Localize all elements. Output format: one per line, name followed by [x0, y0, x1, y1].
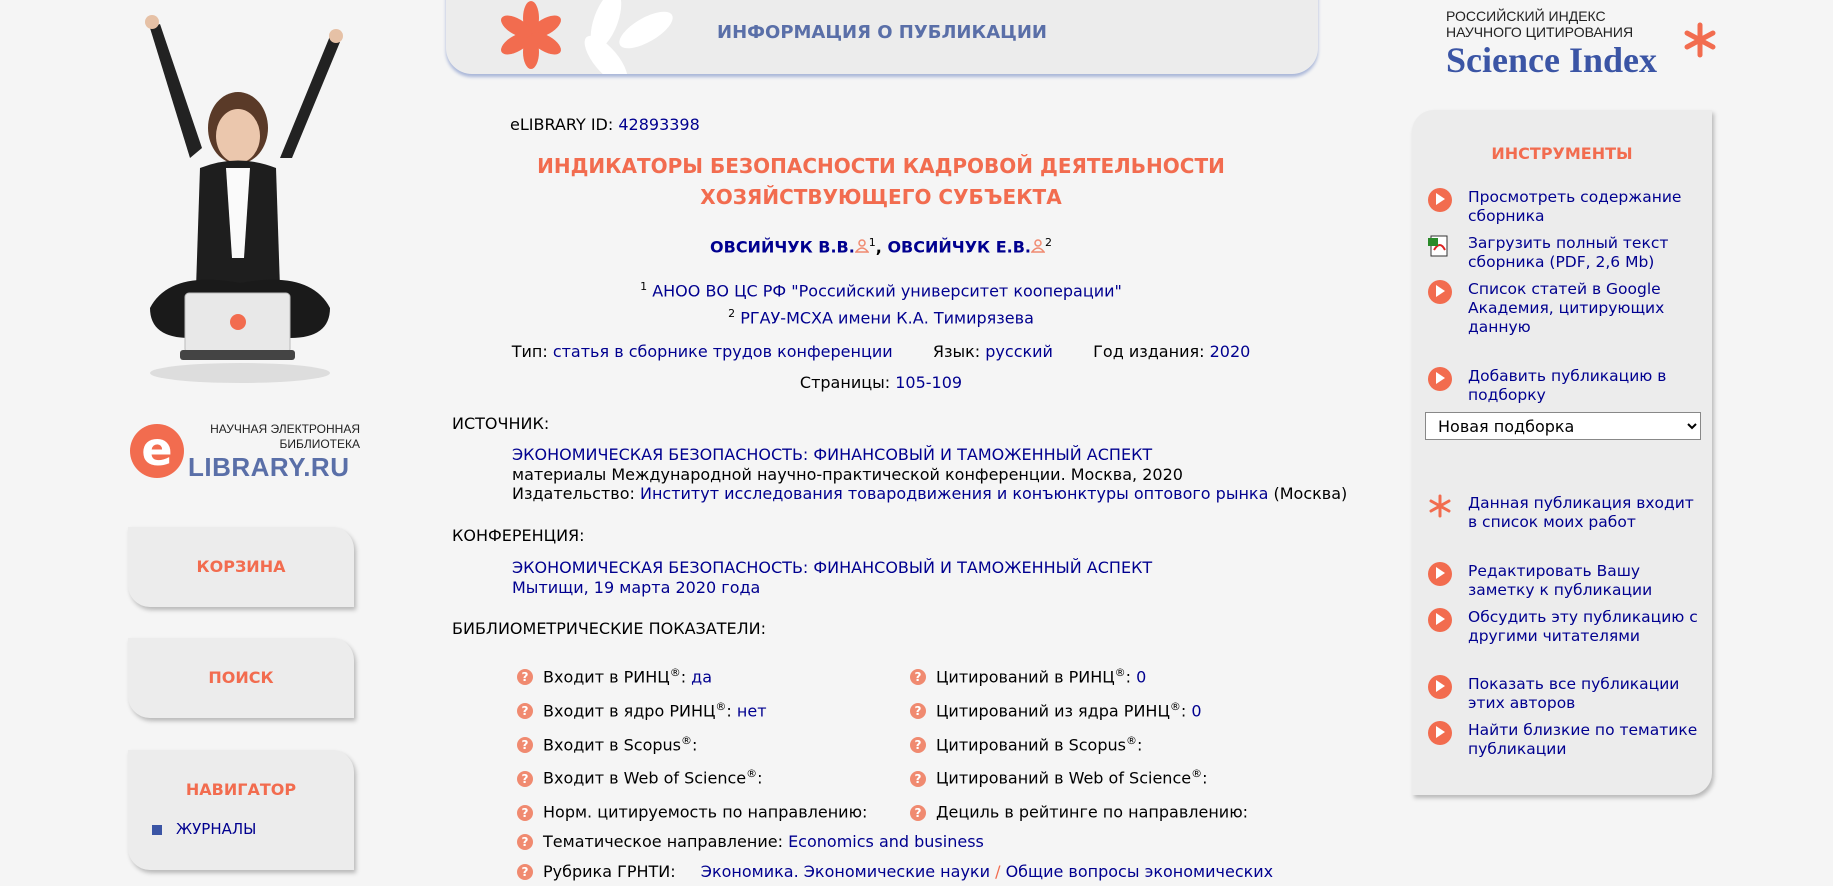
left-column — [0, 0, 370, 842]
biblio-label: Входит в Web of Science — [543, 768, 747, 788]
elibrary-logo-line2: БИБЛИОТЕКА — [279, 437, 360, 451]
elibrary-id-value: 42893398 — [618, 115, 700, 134]
pages-label: Страницы: — [799, 373, 891, 392]
biblio-row — [910, 692, 1248, 726]
elibrary-logo-text — [178, 422, 360, 452]
grnti-separator: / — [995, 861, 1001, 881]
source-title-link[interactable]: ЭКОНОМИЧЕСКАЯ БЕЗОПАСНОСТЬ: ФИНАНСОВЫЙ И ТАМОЖЕННЫЙ АСПЕКТ — [512, 445, 1153, 464]
help-icon[interactable]: ? — [910, 703, 926, 719]
biblio-label: Цитирований в РИНЦ — [936, 667, 1115, 687]
pages-value: 105-109 — [895, 373, 963, 392]
cart-button[interactable]: КОРЗИНА — [128, 527, 354, 607]
authors: ОВСИЙЧУК В.В. $^1$, ОВСИЙЧУК Е.В. $^2$ — [710, 236, 1052, 257]
biblio-label: Входит в ядро РИНЦ — [543, 701, 716, 721]
grnti-label: Рубрика ГРНТИ: — [543, 861, 676, 881]
conference-title-link[interactable]: ЭКОНОМИЧЕСКАЯ БЕЗОПАСНОСТЬ: ФИНАНСОВЫЙ И ТАМОЖЕННЫЙ АСПЕКТ — [512, 558, 1153, 577]
affiliation-link[interactable]: РГАУ-МСХА имени К.А. Тимирязева — [740, 308, 1034, 328]
registered-mark: ® — [1125, 733, 1137, 747]
conference-place-date: Мытищи, 19 марта 2020 года — [512, 577, 761, 597]
source-description: материалы Международной научно-практической конференции. Москва, 2020 — [512, 464, 1183, 484]
registered-mark: ® — [1191, 767, 1203, 781]
author-link[interactable]: ОВСИЙЧУК В.В. — [710, 237, 855, 257]
elibrary-e-letter: e — [130, 424, 184, 478]
registered-mark: ® — [1114, 666, 1126, 679]
biblio-label: Цитирований из ядра РИНЦ — [936, 701, 1170, 721]
science-index-line2: НАУЧНОГО ЦИТИРОВАНИЯ — [1446, 24, 1634, 40]
registered-mark: ® — [746, 767, 758, 781]
thematic-link[interactable]: Economics and business — [788, 832, 984, 852]
play-arrow-icon — [1428, 280, 1452, 304]
tool-label: Обсудить эту публикацию с другими читателями — [1468, 608, 1698, 645]
square-bullet-icon — [152, 825, 162, 835]
navigator-box — [128, 750, 354, 870]
elibrary-id — [510, 115, 700, 134]
type-value[interactable]: статья в сборнике трудов конференции — [552, 342, 893, 361]
biblio-sep: : — [1202, 768, 1208, 788]
publication-title — [446, 151, 1316, 213]
biblio-sep: : — [1125, 667, 1132, 687]
science-index-logo[interactable] — [1446, 8, 1706, 88]
lang-label: Язык: — [932, 342, 981, 361]
year-label: Год издания: — [1093, 342, 1205, 361]
year-value[interactable]: 2020 — [1209, 342, 1251, 361]
biblio-row — [910, 658, 1248, 692]
tool-label: Найти близкие по тематике публикации — [1468, 721, 1698, 758]
help-icon[interactable]: ? — [517, 703, 533, 719]
pdf-file-icon — [1428, 234, 1452, 258]
biblio-value[interactable]: 0 — [1136, 667, 1147, 687]
person-icon — [855, 239, 869, 253]
science-index-name: Science Index — [1446, 40, 1657, 80]
person-icon — [1031, 239, 1045, 253]
tool-label: Список статей в Google Академия, цитирующих данную — [1468, 280, 1665, 336]
biblio-row — [910, 793, 1248, 827]
author-link[interactable]: ОВСИЙЧУК Е.В. — [887, 237, 1031, 257]
thematic-label: Тематическое направление: — [543, 832, 783, 852]
affiliation-link[interactable]: АНОО ВО ЦС РФ "Российский университет кооперации" — [652, 281, 1122, 301]
biblio-label: Дециль в рейтинге по направлению: — [936, 802, 1249, 822]
lang-value[interactable]: русский — [985, 342, 1053, 361]
affiliation-item — [446, 275, 1316, 302]
page-banner — [446, 0, 1318, 74]
biblio-value[interactable]: да — [691, 667, 713, 687]
biblio-label: Норм. цитируемость по направлению: — [543, 802, 868, 822]
play-arrow-icon — [1428, 562, 1452, 586]
help-icon[interactable]: ? — [517, 771, 533, 787]
publisher-link[interactable]: Институт исследования товародвижения и конъюнктуры оптового рынка — [639, 484, 1269, 503]
help-icon[interactable]: ? — [517, 864, 533, 880]
help-icon[interactable]: ? — [910, 805, 926, 821]
asterisk-icon — [1682, 20, 1718, 60]
biblio-sep: : — [692, 734, 698, 754]
tools-panel — [1412, 110, 1712, 795]
tool-label: Данная публикация входит в список моих работ — [1468, 494, 1694, 531]
collection-select[interactable] — [1425, 412, 1701, 440]
publication-pages — [446, 373, 1316, 392]
biblio-sep: : — [1180, 701, 1187, 721]
publisher-city: (Москва) — [1273, 484, 1348, 503]
source-block — [512, 445, 1347, 504]
grnti-link[interactable]: Общие вопросы экономических — [1005, 861, 1274, 881]
source-heading: ИСТОЧНИК: — [452, 414, 550, 433]
help-icon[interactable]: ? — [910, 737, 926, 753]
conference-block — [512, 558, 1152, 597]
biblio-value[interactable]: нет — [736, 701, 767, 721]
biblio-row — [910, 726, 1248, 760]
play-arrow-icon — [1428, 608, 1452, 632]
affiliation-item — [446, 302, 1316, 329]
tool-label: Загрузить полный текст сборника (PDF, 2,6 Mb) — [1468, 234, 1669, 271]
biblio-row-grnti — [517, 857, 1273, 886]
help-icon[interactable]: ? — [517, 669, 533, 685]
registered-mark: ® — [669, 666, 681, 679]
help-icon[interactable]: ? — [910, 669, 926, 685]
affiliation-number: 2 — [728, 307, 736, 321]
author-aff-number: 2 — [1044, 236, 1052, 249]
affiliations — [446, 275, 1316, 330]
registered-mark: ® — [1169, 699, 1181, 713]
elibrary-id-label: eLIBRARY ID: — [510, 115, 614, 134]
banner-title: ИНФОРМАЦИЯ О ПУБЛИКАЦИИ — [717, 22, 1047, 43]
help-icon[interactable]: ? — [910, 771, 926, 787]
author-aff-number: 1 — [868, 236, 876, 249]
elibrary-logo-name: LIBRARY.RU — [188, 452, 350, 482]
search-button[interactable]: ПОИСК — [128, 638, 354, 718]
asterisk-icon — [1428, 494, 1452, 518]
nav-item-label: ЖУРНАЛЫ — [176, 820, 257, 838]
tools-title: ИНСТРУМЕНТЫ — [1491, 144, 1633, 163]
play-arrow-icon — [1428, 721, 1452, 745]
type-label: Тип: — [511, 342, 548, 361]
biblio-label: Цитирований в Scopus — [936, 734, 1126, 754]
title-line-2: ХОЗЯЙСТВУЮЩЕГО СУБЪЕКТА — [700, 185, 1062, 209]
biblio-sep: : — [757, 768, 763, 788]
biblio-row — [910, 759, 1248, 793]
registered-mark: ® — [681, 733, 692, 747]
publication-meta — [446, 342, 1316, 361]
tool-label: Показать все публикации этих авторов — [1468, 675, 1680, 712]
biblio-heading: БИБЛИОМЕТРИЧЕСКИЕ ПОКАЗАТЕЛИ: — [452, 619, 766, 638]
tool-label: Просмотреть содержание сборника — [1468, 188, 1682, 225]
science-index-line1: РОССИЙСКИЙ ИНДЕКС — [1446, 8, 1606, 24]
biblio-label: Входит в Scopus — [543, 734, 681, 754]
navigator-title: НАВИГАТОР — [185, 780, 297, 799]
tool-label: Редактировать Вашу заметку к публикации — [1468, 562, 1653, 599]
help-icon[interactable]: ? — [517, 834, 533, 850]
elibrary-logo[interactable] — [130, 420, 360, 480]
play-arrow-icon — [1428, 188, 1452, 212]
publisher-label: Издательство: — [512, 484, 635, 503]
woman-with-laptop-image — [130, 8, 350, 388]
elibrary-logo-line1: НАУЧНАЯ ЭЛЕКТРОННАЯ — [210, 422, 360, 436]
conference-heading: КОНФЕРЕНЦИЯ: — [452, 526, 585, 545]
title-line-1: ИНДИКАТОРЫ БЕЗОПАСНОСТИ КАДРОВОЙ ДЕЯТЕЛЬНОСТИ — [537, 154, 1225, 178]
biblio-label: Входит в РИНЦ — [543, 667, 670, 687]
nav-item-journals[interactable] — [152, 820, 256, 838]
affiliation-number: 1 — [640, 280, 648, 293]
help-icon[interactable]: ? — [517, 737, 533, 753]
tool-label: Добавить публикацию в подборку — [1468, 367, 1667, 404]
grnti-link[interactable]: Экономика. Экономические науки — [700, 861, 990, 881]
play-arrow-icon — [1428, 367, 1452, 391]
biblio-sep: : — [726, 701, 732, 721]
biblio-sep: : — [1136, 734, 1143, 754]
biblio-sep: : — [680, 667, 687, 687]
biblio-label: Цитирований в Web of Science — [936, 768, 1192, 788]
help-icon[interactable]: ? — [517, 805, 533, 821]
biblio-right-column — [910, 658, 1248, 827]
registered-mark: ® — [715, 699, 727, 713]
play-arrow-icon — [1428, 675, 1452, 699]
biblio-value[interactable]: 0 — [1191, 701, 1202, 721]
